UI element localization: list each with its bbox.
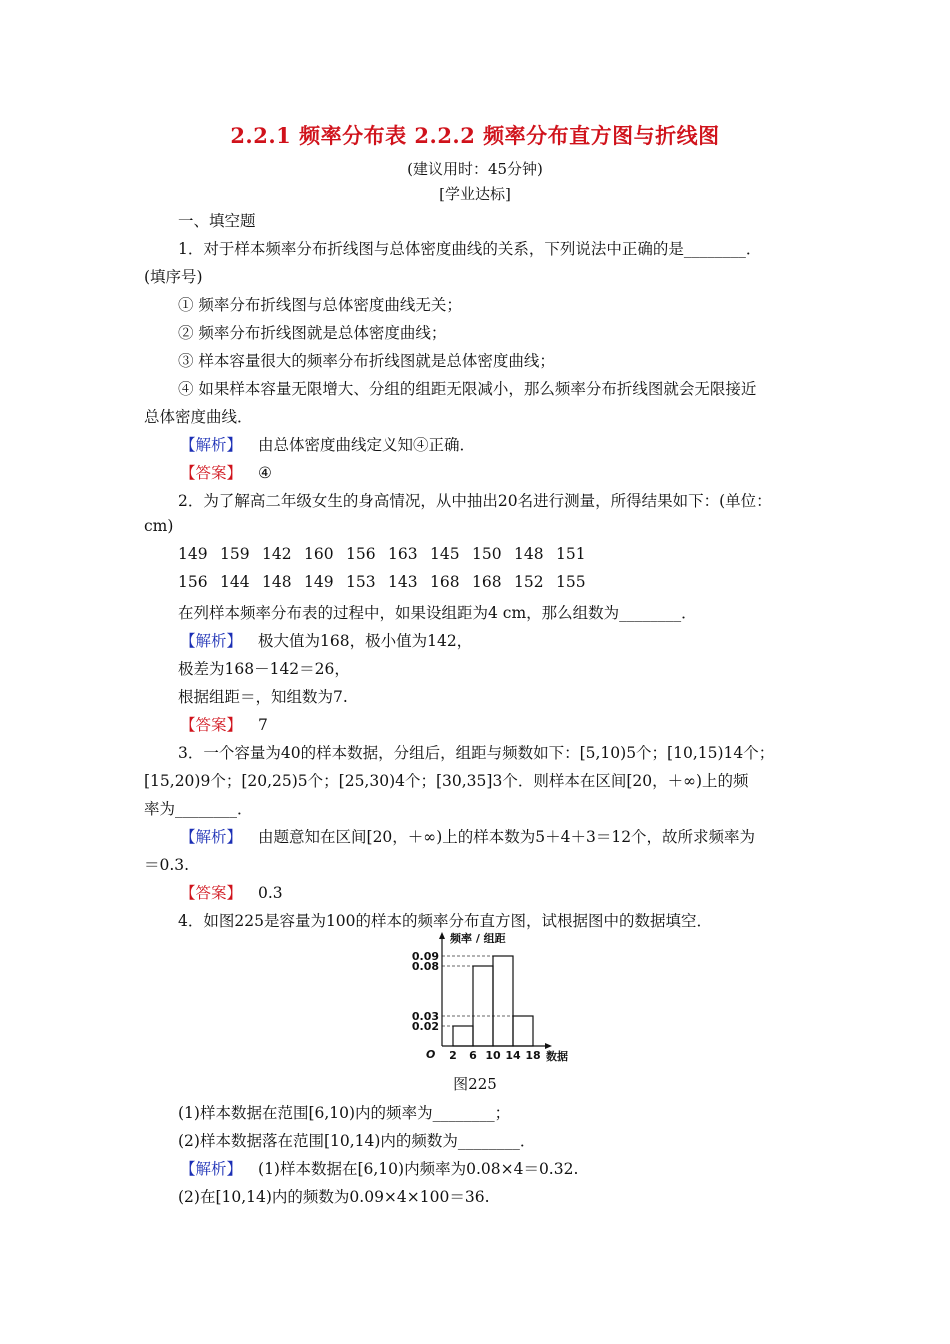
y-tick-label: 0.03 bbox=[411, 1010, 439, 1023]
q2-value: 150 bbox=[472, 545, 502, 563]
q2-value: 156 bbox=[178, 573, 208, 591]
answer-tag: 【答案】 bbox=[180, 464, 243, 482]
q3-answer bbox=[180, 881, 283, 903]
q2-value: 152 bbox=[514, 573, 544, 591]
q2-answer bbox=[180, 713, 268, 735]
answer-tag: 【答案】 bbox=[180, 884, 243, 902]
q2-value: 148 bbox=[262, 573, 292, 591]
q2-analysis-text: 极大值为168，极小值为142， bbox=[258, 632, 473, 650]
level-heading: [学业达标] bbox=[439, 185, 511, 203]
q1-option-3: ③ 样本容量很大的频率分布折线图就是总体密度曲线； bbox=[178, 352, 555, 370]
q2-value: 168 bbox=[472, 573, 502, 591]
q2-question: 在列样本频率分布表的过程中，如果设组距为4 cm，那么组数为________． bbox=[178, 604, 697, 622]
analysis-tag: 【解析】 bbox=[180, 828, 243, 846]
q1-stem-cont: (填序号) bbox=[144, 268, 203, 286]
x-tick-label: 6 bbox=[469, 1049, 477, 1062]
q2-analysis-line-2: 极差为168－142＝26， bbox=[178, 660, 350, 678]
histogram-bar bbox=[453, 1026, 473, 1046]
histogram-bar bbox=[493, 956, 513, 1046]
q2-answer-text: 7 bbox=[258, 716, 268, 734]
q4-analysis-text: (1)样本数据在[6,10)内频率为0.08×4＝0.32. bbox=[258, 1160, 579, 1178]
histogram-bar bbox=[473, 966, 493, 1046]
q3-analysis bbox=[180, 825, 755, 847]
analysis-tag: 【解析】 bbox=[180, 632, 243, 650]
y-axis-label: 频率 / 组距 bbox=[450, 932, 506, 945]
q2-value: 142 bbox=[262, 545, 292, 563]
x-tick-label: 2 bbox=[449, 1049, 457, 1062]
q1-answer bbox=[180, 461, 272, 483]
histogram-bar bbox=[513, 1016, 533, 1046]
q2-value: 149 bbox=[178, 545, 208, 563]
x-axis-label: 数据 bbox=[546, 1050, 568, 1063]
q4-analysis-line-2: (2)在[10,14)内的频数为0.09×4×100＝36. bbox=[178, 1188, 490, 1206]
q2-value: 156 bbox=[346, 545, 376, 563]
answer-tag: 【答案】 bbox=[180, 716, 243, 734]
q1-answer-text: ④ bbox=[258, 464, 272, 482]
q1-option-2: ② 频率分布折线图就是总体密度曲线； bbox=[178, 324, 447, 342]
q2-data-row-1 bbox=[178, 545, 598, 563]
q1-option-4-cont: 总体密度曲线． bbox=[144, 408, 253, 426]
q2-value: 149 bbox=[304, 573, 334, 591]
q3-answer-text: 0.3 bbox=[258, 884, 283, 902]
q2-stem: 2．为了解高二年级女生的身高情况，从中抽出20名进行测量，所得结果如下：(单位： bbox=[178, 492, 772, 510]
q2-stem-cont: cm) bbox=[144, 517, 174, 535]
q2-data-row-2 bbox=[178, 573, 598, 591]
q4-analysis bbox=[180, 1157, 578, 1179]
analysis-tag: 【解析】 bbox=[180, 1160, 243, 1178]
section-heading: 一、填空题 bbox=[178, 212, 256, 230]
q2-value: 159 bbox=[220, 545, 250, 563]
q1-analysis bbox=[180, 433, 475, 455]
y-axis-arrow bbox=[439, 932, 445, 939]
histogram-chart bbox=[408, 926, 588, 1068]
q1-option-1: ① 频率分布折线图与总体密度曲线无关； bbox=[178, 296, 462, 314]
q3-stem-cont: [15,20)9个；[20,25)5个；[25,30)4个；[30,35]3个．则样本在区间[20，＋∞)上的频 bbox=[144, 772, 749, 790]
q2-value: 153 bbox=[346, 573, 376, 591]
q2-value: 168 bbox=[430, 573, 460, 591]
q4-part-1: (1)样本数据在范围[6,10)内的频率为________； bbox=[178, 1104, 511, 1122]
q1-analysis-text: 由总体密度曲线定义知④正确． bbox=[258, 436, 476, 454]
x-tick-label: 14 bbox=[505, 1049, 521, 1062]
y-tick-label: 0.02 bbox=[411, 1020, 439, 1033]
x-tick-label: 10 bbox=[485, 1049, 501, 1062]
q2-value: 144 bbox=[220, 573, 250, 591]
q4-part-2: (2)样本数据落在范围[10,14)内的频数为________． bbox=[178, 1132, 536, 1150]
x-axis-arrow bbox=[545, 1043, 552, 1049]
q2-value: 143 bbox=[388, 573, 418, 591]
q1-option-4: ④ 如果样本容量无限增大、分组的组距无限减小，那么频率分布折线图就会无限接近 bbox=[178, 380, 757, 398]
q3-stem-cont-2: 率为________． bbox=[144, 800, 253, 818]
figure-caption: 图225 bbox=[453, 1075, 497, 1093]
q2-value: 160 bbox=[304, 545, 334, 563]
q2-value: 163 bbox=[388, 545, 418, 563]
analysis-tag: 【解析】 bbox=[180, 436, 243, 454]
q2-analysis bbox=[180, 629, 472, 651]
q2-value: 155 bbox=[556, 573, 586, 591]
x-tick-label: 18 bbox=[525, 1049, 541, 1062]
histogram-figure bbox=[408, 926, 588, 1072]
q2-value: 151 bbox=[556, 545, 586, 563]
q4-stem: 4．如图225是容量为100的样本的频率分布直方图，试根据图中的数据填空． bbox=[178, 912, 713, 930]
q3-stem: 3．一个容量为40的样本数据，分组后，组距与频数如下：[5,10)5个；[10,15)14个； bbox=[178, 744, 775, 762]
origin-label: O bbox=[426, 1048, 436, 1061]
q1-stem: 1．对于样本频率分布折线图与总体密度曲线的关系，下列说法中正确的是________． bbox=[178, 240, 762, 258]
time-note: (建议用时：45分钟) bbox=[407, 160, 543, 178]
q2-analysis-line-3: 根据组距＝，知组数为7. bbox=[178, 688, 348, 706]
q2-value: 148 bbox=[514, 545, 544, 563]
y-tick-label: 0.08 bbox=[411, 960, 439, 973]
q3-analysis-cont: ＝0.3. bbox=[144, 856, 190, 874]
q2-value: 145 bbox=[430, 545, 460, 563]
y-tick-label: 0.09 bbox=[411, 950, 439, 963]
page-title: 2.2.1 频率分布表 2.2.2 频率分布直方图与折线图 bbox=[230, 123, 720, 148]
q3-analysis-text: 由题意知在区间[20，＋∞)上的样本数为5＋4＋3＝12个，故所求频率为 bbox=[258, 828, 756, 846]
